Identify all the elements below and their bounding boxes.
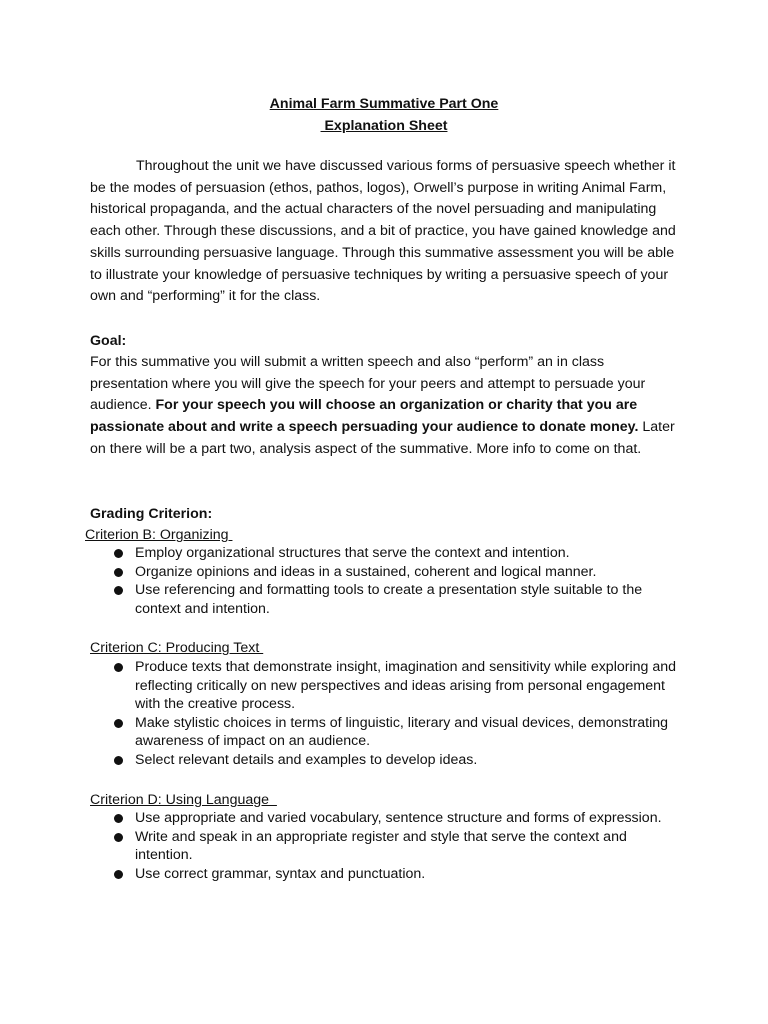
criterion-c-list (112, 658, 682, 770)
criterion-b-list (112, 544, 682, 618)
bullet-icon (114, 568, 123, 577)
list-item (112, 658, 682, 714)
criterion-c-title: Criterion C: Producing Text (90, 640, 264, 656)
grading-heading: Grading Criterion: (90, 506, 213, 522)
criterion-d-title: Criterion D: Using Language (90, 792, 277, 808)
list-item (112, 809, 682, 828)
title-line-2: Explanation Sheet (320, 118, 448, 134)
bullet-icon (114, 549, 123, 558)
bullet-icon (114, 870, 123, 879)
criterion-d-list (112, 809, 682, 883)
list-item-text: Use referencing and formatting tools to create a presentation style suitable to the context and intention. (135, 582, 643, 617)
bullet-icon (114, 663, 123, 672)
document-title (0, 93, 768, 137)
list-item-text: Write and speak in an appropriate register and style that serve the context and intention. (135, 828, 627, 864)
list-item-text: Make stylistic choices in terms of linguistic, literary and visual devices, demonstrating awareness of impact on an audience. (135, 714, 669, 750)
list-item-text: Employ organizational structures that serve the context and intention. (135, 545, 570, 561)
goal-paragraph (90, 352, 686, 461)
bullet-icon (114, 719, 123, 728)
bullet-icon (114, 814, 123, 823)
goal-text-after: Later on there will be a part two, analysis aspect of the summative. More info to come on that. (90, 419, 675, 457)
intro-paragraph: Throughout the unit we have discussed various forms of persuasive speech whether it be the modes of persuasion (ethos, pathos, logos), Orwell’s purpose in writing Animal Farm, historical propaganda, and the actual characters of the novel persuading and manipulating each other. Through these discussions, and a bit of practice, you have gained knowledge and skills surrounding persuasive language. Through this summative assessment you will be able to illustrate your knowledge of persuasive techniques by writing a persuasive speech of your own and “performing” it for the class. (90, 158, 676, 305)
list-item-text: Use correct grammar, syntax and punctuation. (135, 865, 426, 882)
list-item-text: Produce texts that demonstrate insight, imagination and sensitivity while exploring and reflecting critically on new perspectives and ideas arising from personal engagement with the creative process. (135, 659, 677, 713)
goal-text-before: For this summative you will submit a written speech and also “perform” an in class presentation where you will give the speech for your peers and attempt to persuade your audience. (90, 354, 646, 414)
list-item (112, 751, 682, 770)
bullet-icon (114, 833, 123, 842)
list-item-text: Use appropriate and varied vocabulary, sentence structure and forms of expression. (135, 810, 662, 826)
goal-heading: Goal: (90, 333, 127, 349)
list-item (112, 714, 682, 751)
list-item-text: Organize opinions and ideas in a sustained, coherent and logical manner. (135, 563, 597, 580)
bullet-icon (114, 586, 123, 595)
list-item (112, 581, 682, 618)
list-item (112, 544, 682, 563)
list-item (112, 865, 682, 884)
title-line-1: Animal Farm Summative Part One (269, 96, 499, 112)
criterion-b-title: Criterion B: Organizing (85, 527, 233, 543)
goal-text-bold: For your speech you will choose an organization or charity that you are passionate about and write a speech persuading your audience to donate money. (90, 397, 639, 436)
list-item (112, 563, 682, 582)
list-item (112, 828, 682, 865)
list-item-text: Select relevant details and examples to develop ideas. (135, 751, 478, 768)
bullet-icon (114, 756, 123, 765)
